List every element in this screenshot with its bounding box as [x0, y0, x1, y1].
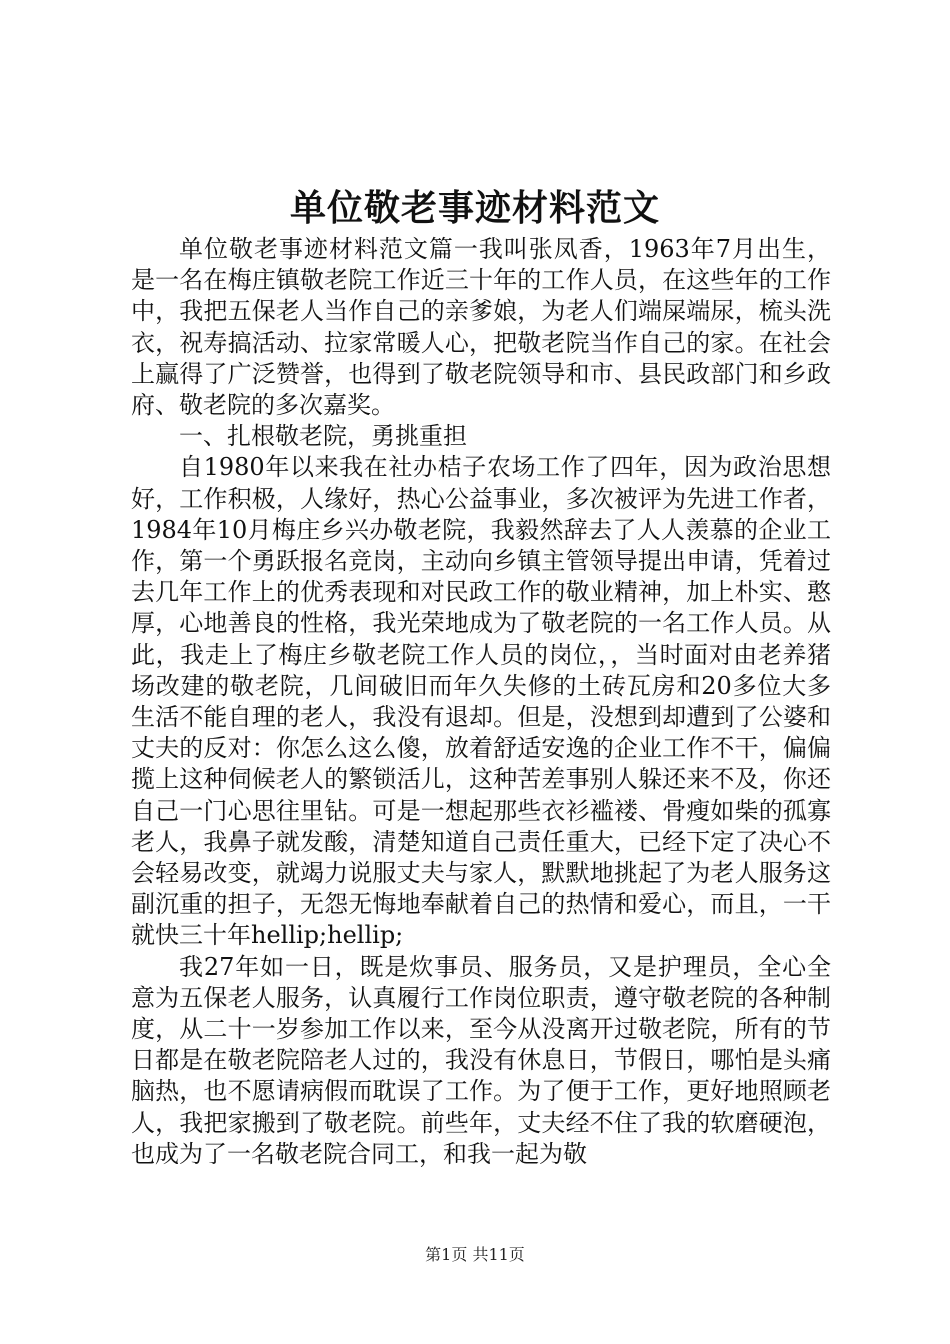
- paragraph-service: 我27年如一日，既是炊事员、服务员，又是护理员，全心全意为五保老人服务，认真履行工作岗位职责，遵守敬老院的各种制度，从二十一岁参加工作以来，至今从没离开过敬老院，所有的节日都是在敬老院陪老人过的，我没有休息日，节假日，哪怕是头痛脑热，也不愿请病假而耽误了工作。为了便于工作，更好地照顾老人，我把家搬到了敬老院。前些年，丈夫经不住了我的软磨硬泡，也成为了一名敬老院合同工，和我一起为敬: [131, 952, 831, 1168]
- document-title: 单位敬老事迹材料范文: [289, 187, 660, 229]
- paragraph-history: 自1980年以来我在社办桔子农场工作了四年，因为政治思想好，工作积极，人缘好，热心公益事业，多次被评为先进工作者，1984年10月梅庄乡兴办敬老院，我毅然辞去了人人羡慕的企业工作，第一个勇跃报名竞岗，主动向乡镇主管领导提出申请，凭着过去几年工作上的优秀表现和对民政工作的敬业精神，加上朴实、憨厚，心地善良的性格，我光荣地成为了敬老院的一名工作人员。从此，我走上了梅庄乡敬老院工作人员的岗位，，当时面对由老养猪场改建的敬老院，几间破旧而年久失修的土砖瓦房和20多位大多生活不能自理的老人，我没有退却。但是，没想到却遭到了公婆和丈夫的反对：你怎么这么傻，放着舒适安逸的企业工作不干，偏偏揽上这种伺候老人的繁锁活儿，这种苦差事别人躲还来不及，你还自己一门心思往里钻。可是一想起那些衣衫褴褛、骨瘦如柴的孤寡老人，我鼻子就发酸，清楚知道自己责任重大，已经下定了决心不会轻易改变，就竭力说服丈夫与家人，默默地挑起了为老人服务这副沉重的担子，无怨无悔地奉献着自己的热情和爱心，而且，一干就快三十年hellip;hellip;: [131, 453, 831, 950]
- page-footer: 第1页 共11页: [425, 1245, 525, 1264]
- section-heading: 一、扎根敬老院，勇挑重担: [179, 422, 467, 451]
- document-body: [131, 234, 831, 1170]
- paragraph-intro: 单位敬老事迹材料范文篇一我叫张凤香，1963年7月出生，是一名在梅庄镇敬老院工作近三十年的工作人员，在这些年的工作中，我把五保老人当作自己的亲爹娘，为老人们端屎端尿，梳头洗衣，祝寿搞活动、拉家常暖人心，把敬老院当作自己的家。在社会上赢得了广泛赞誉，也得到了敬老院领导和市、县民政部门和乡政府、敬老院的多次嘉奖。: [131, 235, 831, 420]
